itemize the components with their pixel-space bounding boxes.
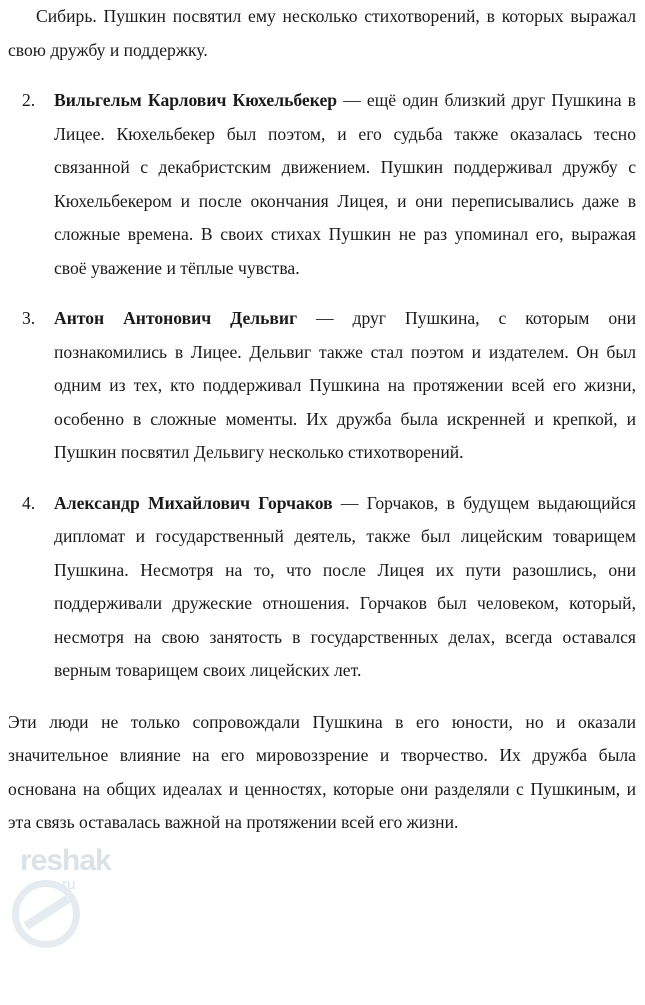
list-item-text <box>54 487 636 688</box>
friends-list <box>8 84 636 688</box>
lead-paragraph: Сибирь. Пушкин посвятил ему несколько стихотворений, в которых выражал свою дружбу и поддержку. <box>8 6 636 60</box>
list-item-number: 3. <box>22 308 36 328</box>
watermark-brand: reshak <box>20 844 111 877</box>
list-item-body: — друг Пушкина, с которым они познакомились в Лицее. Дельвиг также стал поэтом и издателем. Он был одним из тех, кто поддерживал Пушкина на протяжении всей его жизни, особенно в сложные моменты. Их дружба была искренней и крепкой, и Пушкин посвятил Дельвигу несколько стихотворений. <box>54 308 636 462</box>
closing-paragraph: Эти люди не только сопровождали Пушкина в его юности, но и оказали значительное влияние на его мировоззрение и творчество. Их дружба была основана на общих идеалах и ценностях, которые они разделяли с Пушкиным, и эта связь оставалась важной на протяжении всей его жизни. <box>8 711 636 832</box>
list-item-number: 4. <box>22 492 36 513</box>
document-body <box>8 0 636 840</box>
list-item <box>8 302 636 470</box>
list-item <box>8 487 636 688</box>
list-item-number: 2. <box>22 90 36 110</box>
watermark-slash-icon <box>24 895 71 930</box>
watermark-circle-icon <box>12 880 80 948</box>
watermark <box>6 824 156 984</box>
list-item-text <box>54 84 636 285</box>
closing-section <box>8 706 636 840</box>
list-item-body: — ещё один близкий друг Пушкина в Лицее. Кюхельбекер был поэтом, и его судьба также оказалась тесно связанной с декабристским движением. Пушкин поддерживал дружбу с Кюхельбекером и после окончания Лицея, и они переписывались даже в сложные времена. В своих стихах Пушкин не раз упоминал его, выражая своё уважение и тёплые чувства. <box>54 90 636 278</box>
list-item-name: Вильгельм Карлович Кюхельбекер <box>54 90 338 110</box>
watermark-domain: .ru <box>58 876 76 893</box>
list-item-name: Александр Михайлович Горчаков <box>54 492 333 513</box>
list-item-name: Антон Антонович Дельвиг <box>54 308 298 328</box>
list-item-text <box>54 302 636 470</box>
list-item <box>8 84 636 285</box>
list-item-body: — Горчаков, в будущем выдающийся дипломат и государственный деятель, также был лицейским товарищем Пушкина. Несмотря на то, что после Лицея их пути разошлись, они поддерживали дружеские отношения. Горчаков был человеком, который, несмотря на свою занятость в государственных делах, всегда оставался верным товарищем своих лицейских лет. <box>54 492 636 680</box>
